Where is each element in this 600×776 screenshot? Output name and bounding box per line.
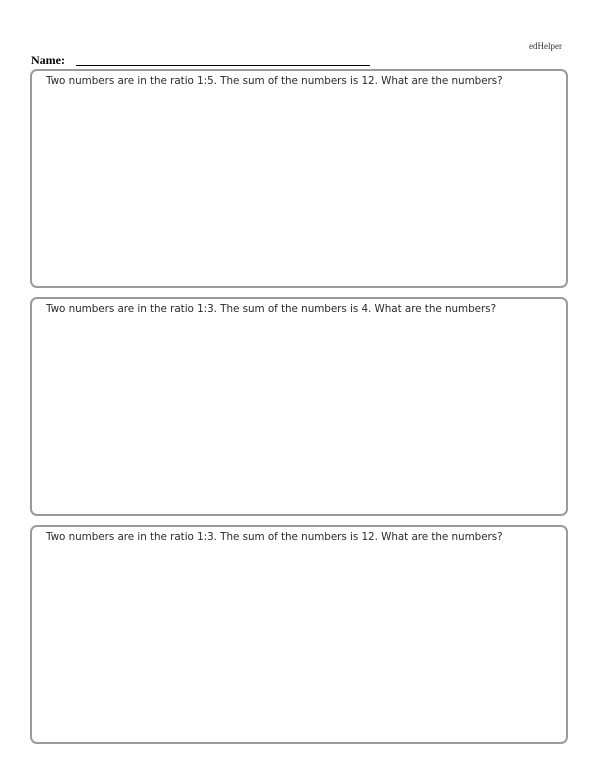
problem-text-2: Two numbers are in the ratio 1:3. The sum of the numbers is 4. What are the numbers? xyxy=(46,303,497,315)
problem-text-1: Two numbers are in the ratio 1:5. The sum of the numbers is 12. What are the numbers? xyxy=(46,75,503,87)
name-label: Name: xyxy=(31,53,65,67)
name-write-line[interactable] xyxy=(76,65,370,66)
problem-text-3: Two numbers are in the ratio 1:3. The sum of the numbers is 12. What are the numbers? xyxy=(46,531,503,543)
brand-label: edHelper xyxy=(529,41,562,51)
problem-box-1[interactable] xyxy=(30,69,568,288)
name-field xyxy=(31,51,371,67)
problem-box-2[interactable] xyxy=(30,297,568,516)
problem-box-3[interactable] xyxy=(30,525,568,744)
